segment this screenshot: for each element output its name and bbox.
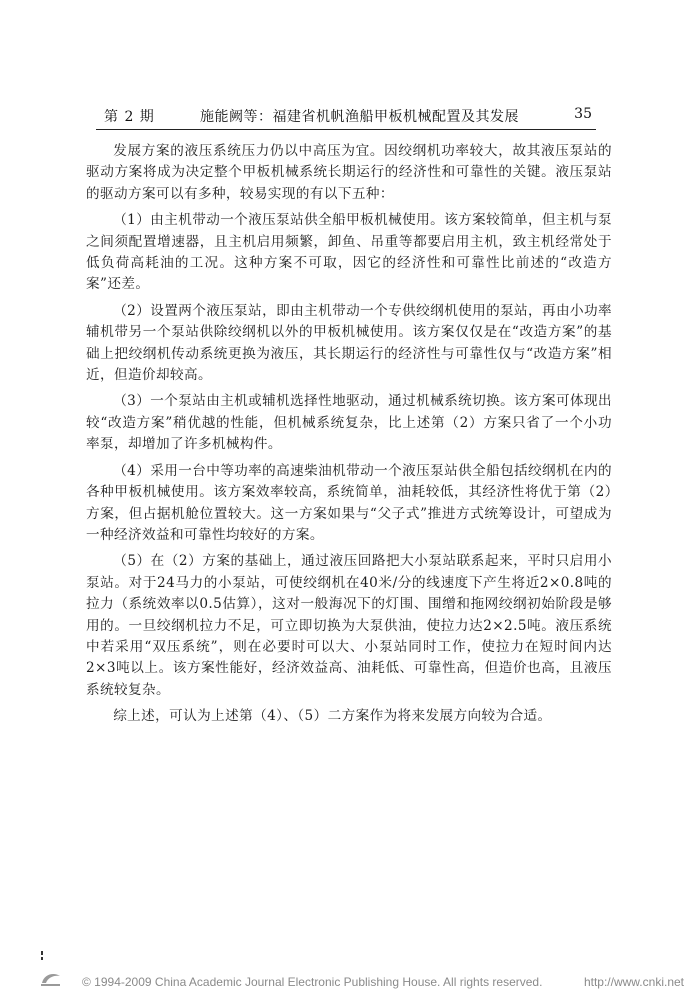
running-header (104, 104, 592, 126)
paragraph-option-4: （4）采用一台中等功率的高速柴油机带动一个液压泵站供全船包括绞纲机在内的各种甲板机械使用。该方案效率较高，系统简单，油耗较低，其经济性将优于第（2）方案，但占据机舱位置较大。这一方案如果与“父子式”推进方式统筹设计，可望成为一种经济效益和可靠性均较好的方案。 (86, 462, 613, 543)
paragraph-conclusion: 综上述，可认为上述第（4）、（5）二方案作为将来发展方向较为合适。 (113, 708, 552, 725)
paragraph-option-2: （2）设置两个液压泵站，即由主机带动一个专供绞纲机使用的泵站，再由小功率辅机带另一个泵站供除绞纲机以外的甲板机械使用。该方案仅仅是在“改造方案”的基础上把绞纲机传动系统更换为液压，其长期运行的经济性与可靠性仅与“改造方案”相近，但造价却较高。 (86, 302, 613, 384)
header-rule (96, 129, 596, 130)
article-body (86, 141, 612, 733)
scan-mark-icon (40, 951, 44, 961)
page-number: 35 (574, 106, 592, 122)
paragraph-intro: 发展方案的液压系统压力仍以中高压为宜。因绞纲机功率较大，故其液压泵站的驱动方案将成为决定整个甲板机械系统长期运行的经济性和可靠性的关键。液压泵站的驱动方案可以有多种，较易实现的有以下五种： (86, 143, 612, 202)
paragraph-option-3: （3）一个泵站由主机或辅机选择性地驱动，通过机械系统切换。该方案可体现出较“改造方案”稍优越的性能，但机械系统复杂，比上述第（2）方案只省了一个小功率泵，却增加了许多机械构件。 (86, 393, 613, 453)
running-title: 施能阙等：福建省机帆渔船甲板机械配置及其发展 (200, 109, 519, 125)
page-footer (34, 973, 684, 993)
paragraph-option-1: （1）由主机带动一个液压泵站供全船甲板机械使用。该方案较简单，但主机与泵之间须配置增速器，且主机启用频繁，卸鱼、吊重等都要启用主机，致主机经常处于低负荷高耗油的工况。这种方案不可取，因它的经济性和可靠性比前述的“改造方案”还差。 (86, 212, 613, 293)
copyright-notice: © 1994-2009 China Academic Journal Electronic Publishing House. All rights reserved. (82, 975, 543, 989)
publisher-url[interactable]: http://www.cnki.net (583, 975, 684, 989)
issue-number: 第 2 期 (104, 109, 155, 125)
paragraph-option-5: （5）在（2）方案的基础上，通过液压回路把大小泵站联系起来，平时只启用小泵站。对于24马力的小泵站，可使绞纲机在40米/分的线速度下产生将近2×0.8吨的拉力（系统效率以0.5估算），这对一般海况下的灯围、围缯和拖网绞纲初始阶段是够用的。一旦绞纲机拉力不足，可立即切换为大泵供油，使拉力达2×2.5吨。液压系统中若采用“双压系统”，则在必要时可以大、小泵站同时工作，使拉力在短时间内达2×3吨以上。该方案性能好，经济效益高、油耗低、可靠性高，但造价也高，且液压系统较复杂。 (86, 553, 612, 698)
